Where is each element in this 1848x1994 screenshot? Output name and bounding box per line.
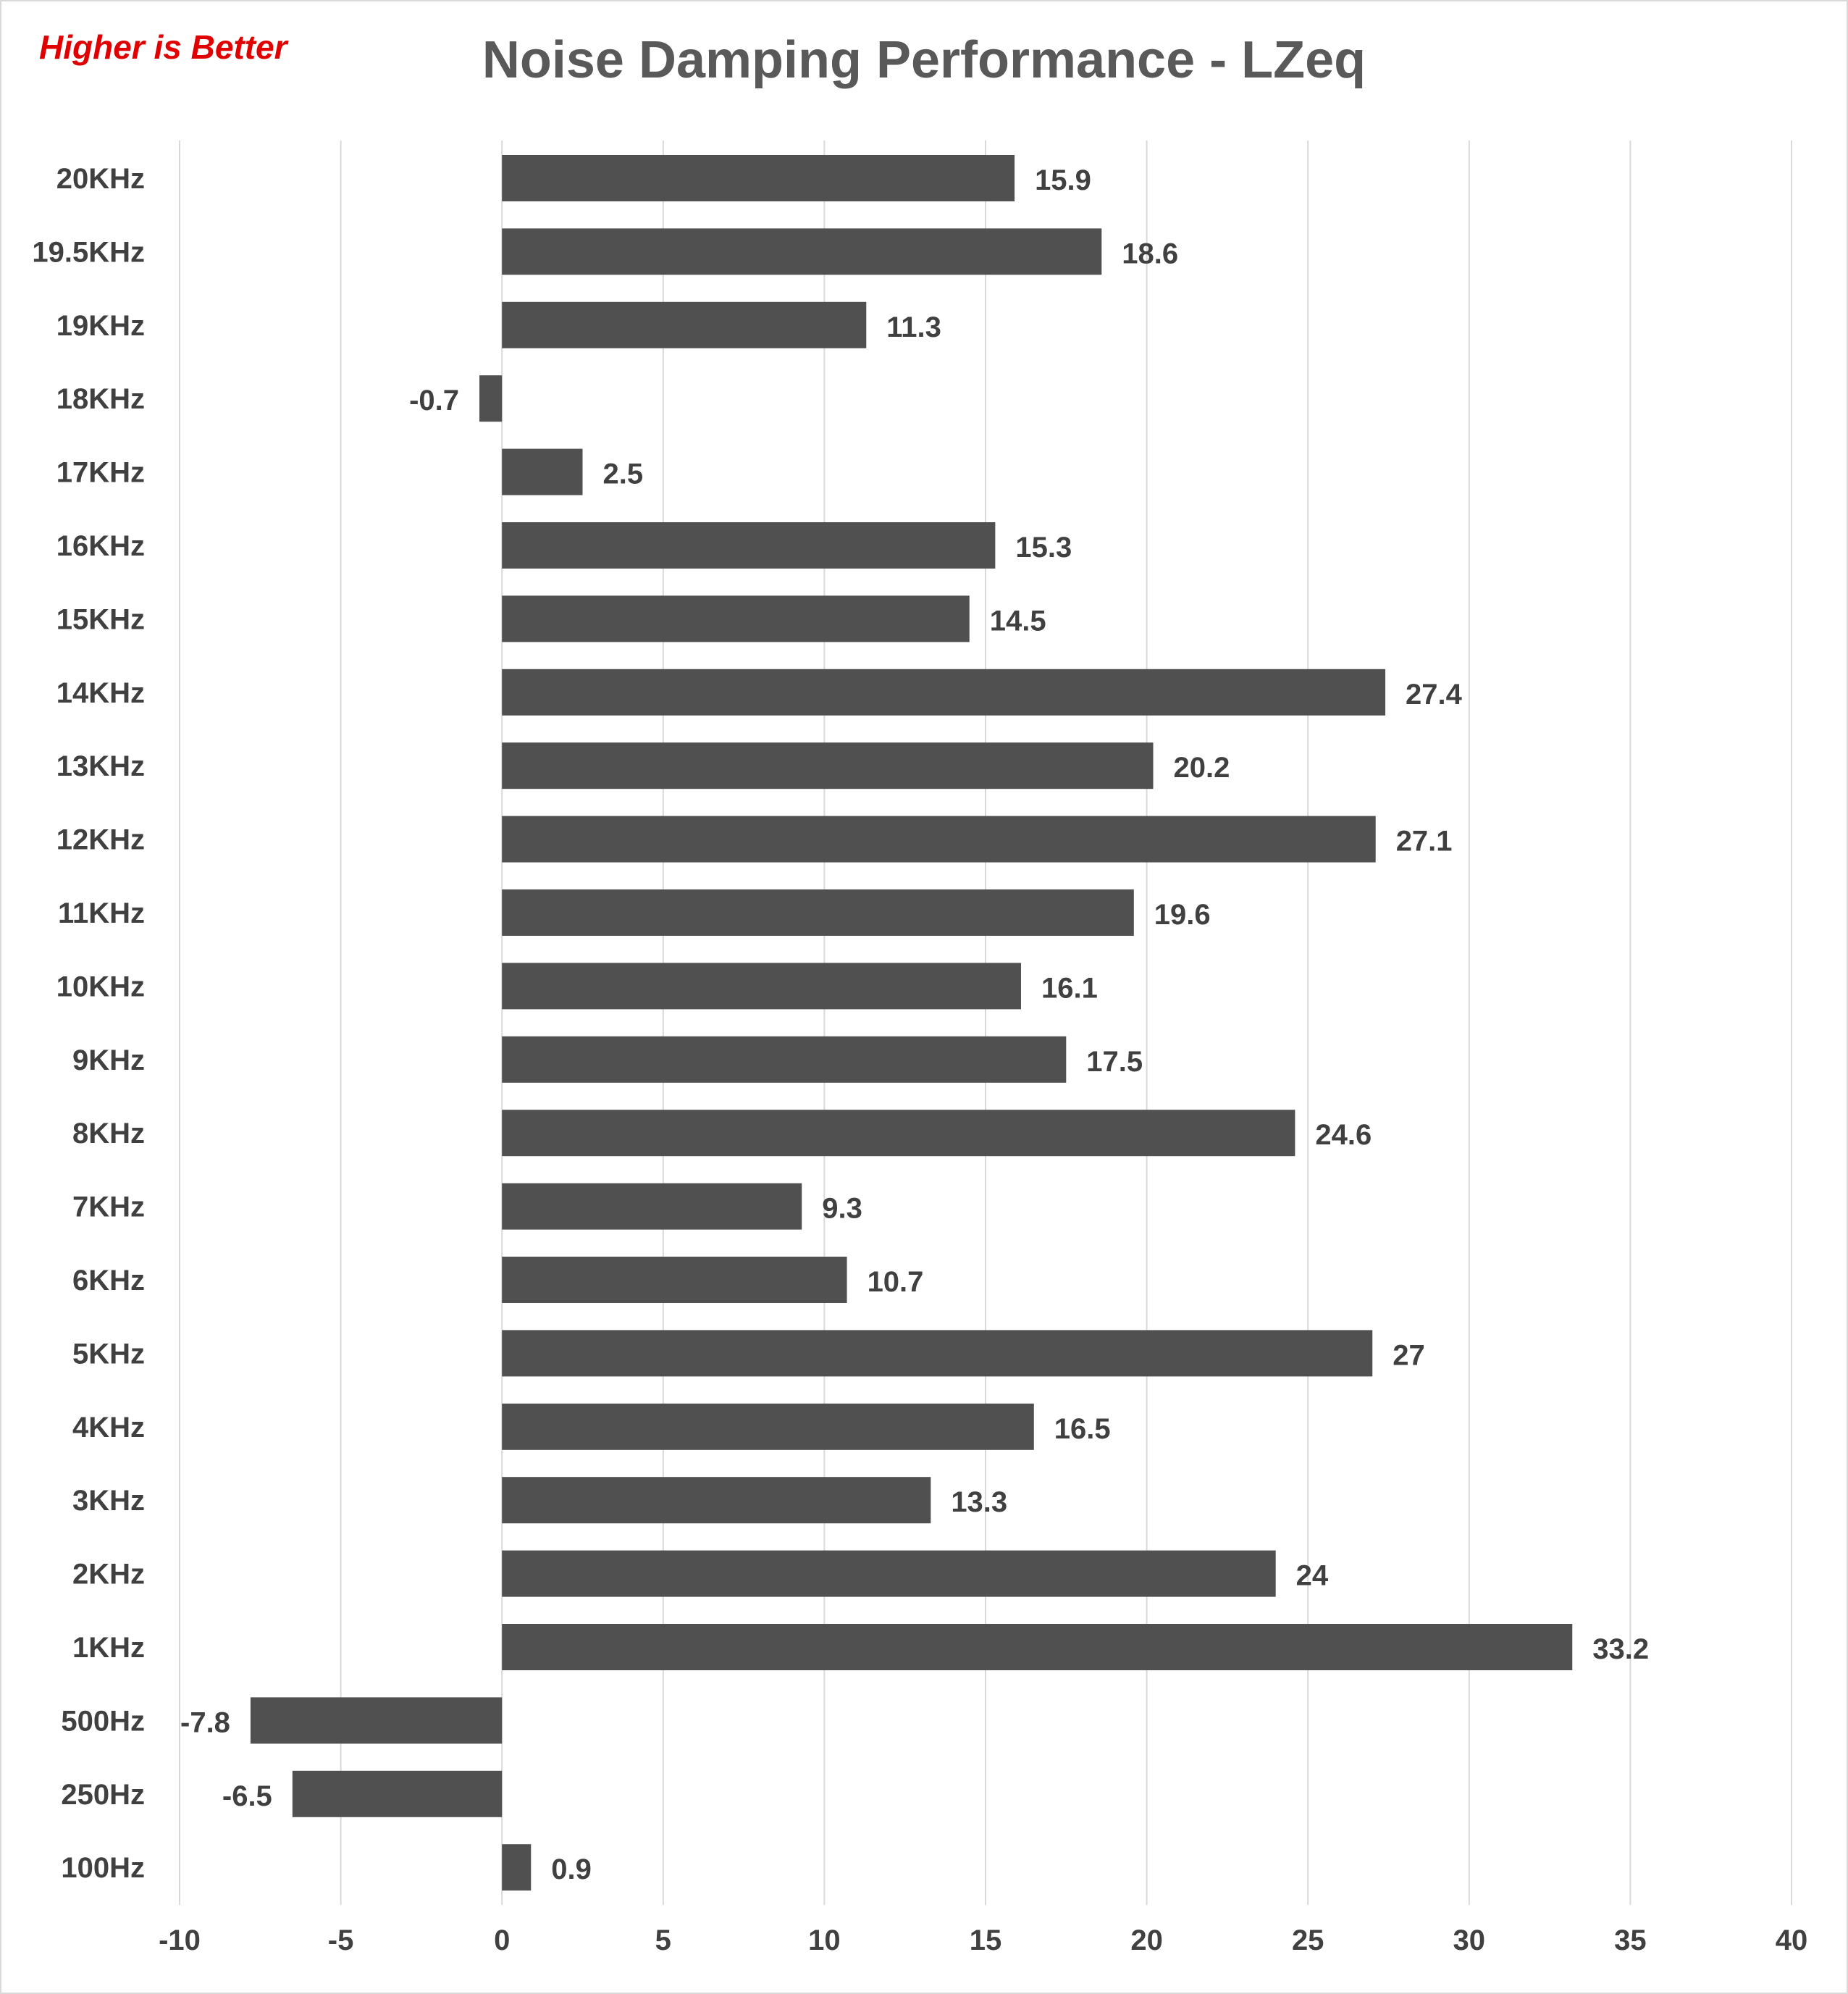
data-label: 33.2 xyxy=(1592,1633,1650,1665)
bar xyxy=(502,816,1375,863)
bar xyxy=(479,375,502,422)
bar xyxy=(502,1404,1034,1450)
bar xyxy=(502,1551,1275,1597)
category-label: 20KHz xyxy=(56,163,145,195)
category-label: 13KHz xyxy=(56,750,145,783)
category-label: 19.5KHz xyxy=(32,236,145,269)
category-label: 8KHz xyxy=(72,1118,145,1150)
category-label: 17KHz xyxy=(56,456,145,489)
bar xyxy=(502,669,1385,716)
bar xyxy=(502,1330,1372,1376)
data-label: 18.6 xyxy=(1122,238,1179,270)
data-label: 27.1 xyxy=(1395,825,1453,858)
bar xyxy=(502,155,1015,201)
data-label: 10.7 xyxy=(867,1266,924,1298)
x-tick-label: 15 xyxy=(969,1924,1002,1956)
category-label: 100Hz xyxy=(61,1852,145,1885)
bar xyxy=(502,1036,1066,1083)
data-label: 16.5 xyxy=(1054,1412,1111,1445)
bar xyxy=(502,1844,531,1890)
bar xyxy=(502,449,582,495)
bar xyxy=(502,1184,802,1230)
category-label: 15KHz xyxy=(56,603,145,636)
category-labels xyxy=(32,163,145,1884)
bar xyxy=(502,228,1101,275)
x-axis-ticks xyxy=(159,1924,1807,1956)
category-label: 3KHz xyxy=(72,1485,145,1517)
data-label: 17.5 xyxy=(1086,1045,1143,1078)
data-label: 15.9 xyxy=(1035,164,1091,196)
category-label: 6KHz xyxy=(72,1265,145,1296)
data-label: 16.1 xyxy=(1041,972,1098,1005)
bar xyxy=(502,302,866,348)
x-tick-label: 25 xyxy=(1291,1924,1324,1956)
category-label: 18KHz xyxy=(56,383,145,416)
data-label: 13.3 xyxy=(951,1486,1008,1519)
data-label: 2.5 xyxy=(602,458,644,490)
data-label: 9.3 xyxy=(822,1192,862,1225)
category-label: 7KHz xyxy=(72,1191,145,1223)
chart-title: Noise Damping Performance - LZeq xyxy=(482,31,1366,89)
category-label: 250Hz xyxy=(61,1778,145,1811)
x-tick-label: 20 xyxy=(1130,1924,1163,1956)
bar xyxy=(502,963,1021,1009)
x-tick-label: 35 xyxy=(1614,1924,1647,1956)
category-label: 9KHz xyxy=(72,1044,145,1076)
x-tick-label: 5 xyxy=(655,1924,671,1956)
category-label: 500Hz xyxy=(61,1705,145,1738)
data-label: 24.6 xyxy=(1315,1119,1372,1152)
category-label: 14KHz xyxy=(56,676,145,709)
category-label: 16KHz xyxy=(56,530,145,562)
x-tick-label: -10 xyxy=(159,1924,201,1956)
x-tick-label: 0 xyxy=(494,1924,511,1956)
data-label: -7.8 xyxy=(180,1706,230,1739)
data-label: 11.3 xyxy=(886,311,941,343)
data-label: 19.6 xyxy=(1154,899,1211,931)
category-label: 1KHz xyxy=(72,1632,145,1664)
category-label: 10KHz xyxy=(56,971,145,1003)
data-label: 27.4 xyxy=(1406,678,1462,711)
category-label: 12KHz xyxy=(56,824,145,856)
bar xyxy=(502,742,1153,789)
category-label: 4KHz xyxy=(72,1411,145,1444)
data-label: -0.7 xyxy=(409,385,460,417)
data-label: 20.2 xyxy=(1173,752,1230,784)
data-label: 15.3 xyxy=(1015,532,1072,564)
bar xyxy=(502,1110,1295,1156)
bar xyxy=(502,595,970,642)
bar xyxy=(502,889,1134,936)
x-tick-label: 40 xyxy=(1775,1924,1808,1956)
category-label: 19KHz xyxy=(56,309,145,342)
x-tick-label: -5 xyxy=(327,1924,354,1956)
data-label: 24 xyxy=(1295,1559,1329,1592)
bar-chart xyxy=(1,1,1847,1993)
bar xyxy=(502,522,995,569)
data-label: 14.5 xyxy=(989,605,1046,637)
x-tick-label: 10 xyxy=(808,1924,841,1956)
category-label: 2KHz xyxy=(72,1558,145,1591)
bar xyxy=(502,1477,931,1523)
bar xyxy=(251,1697,502,1743)
bar xyxy=(293,1771,502,1817)
data-label: 0.9 xyxy=(551,1853,592,1886)
category-label: 11KHz xyxy=(57,897,145,929)
data-label: 27 xyxy=(1393,1339,1425,1372)
category-label: 5KHz xyxy=(72,1338,145,1370)
x-tick-label: 30 xyxy=(1453,1924,1486,1956)
data-label: -6.5 xyxy=(222,1780,272,1812)
bar xyxy=(502,1257,847,1303)
bar xyxy=(502,1624,1572,1670)
chart-note: Higher is Better xyxy=(39,28,287,66)
